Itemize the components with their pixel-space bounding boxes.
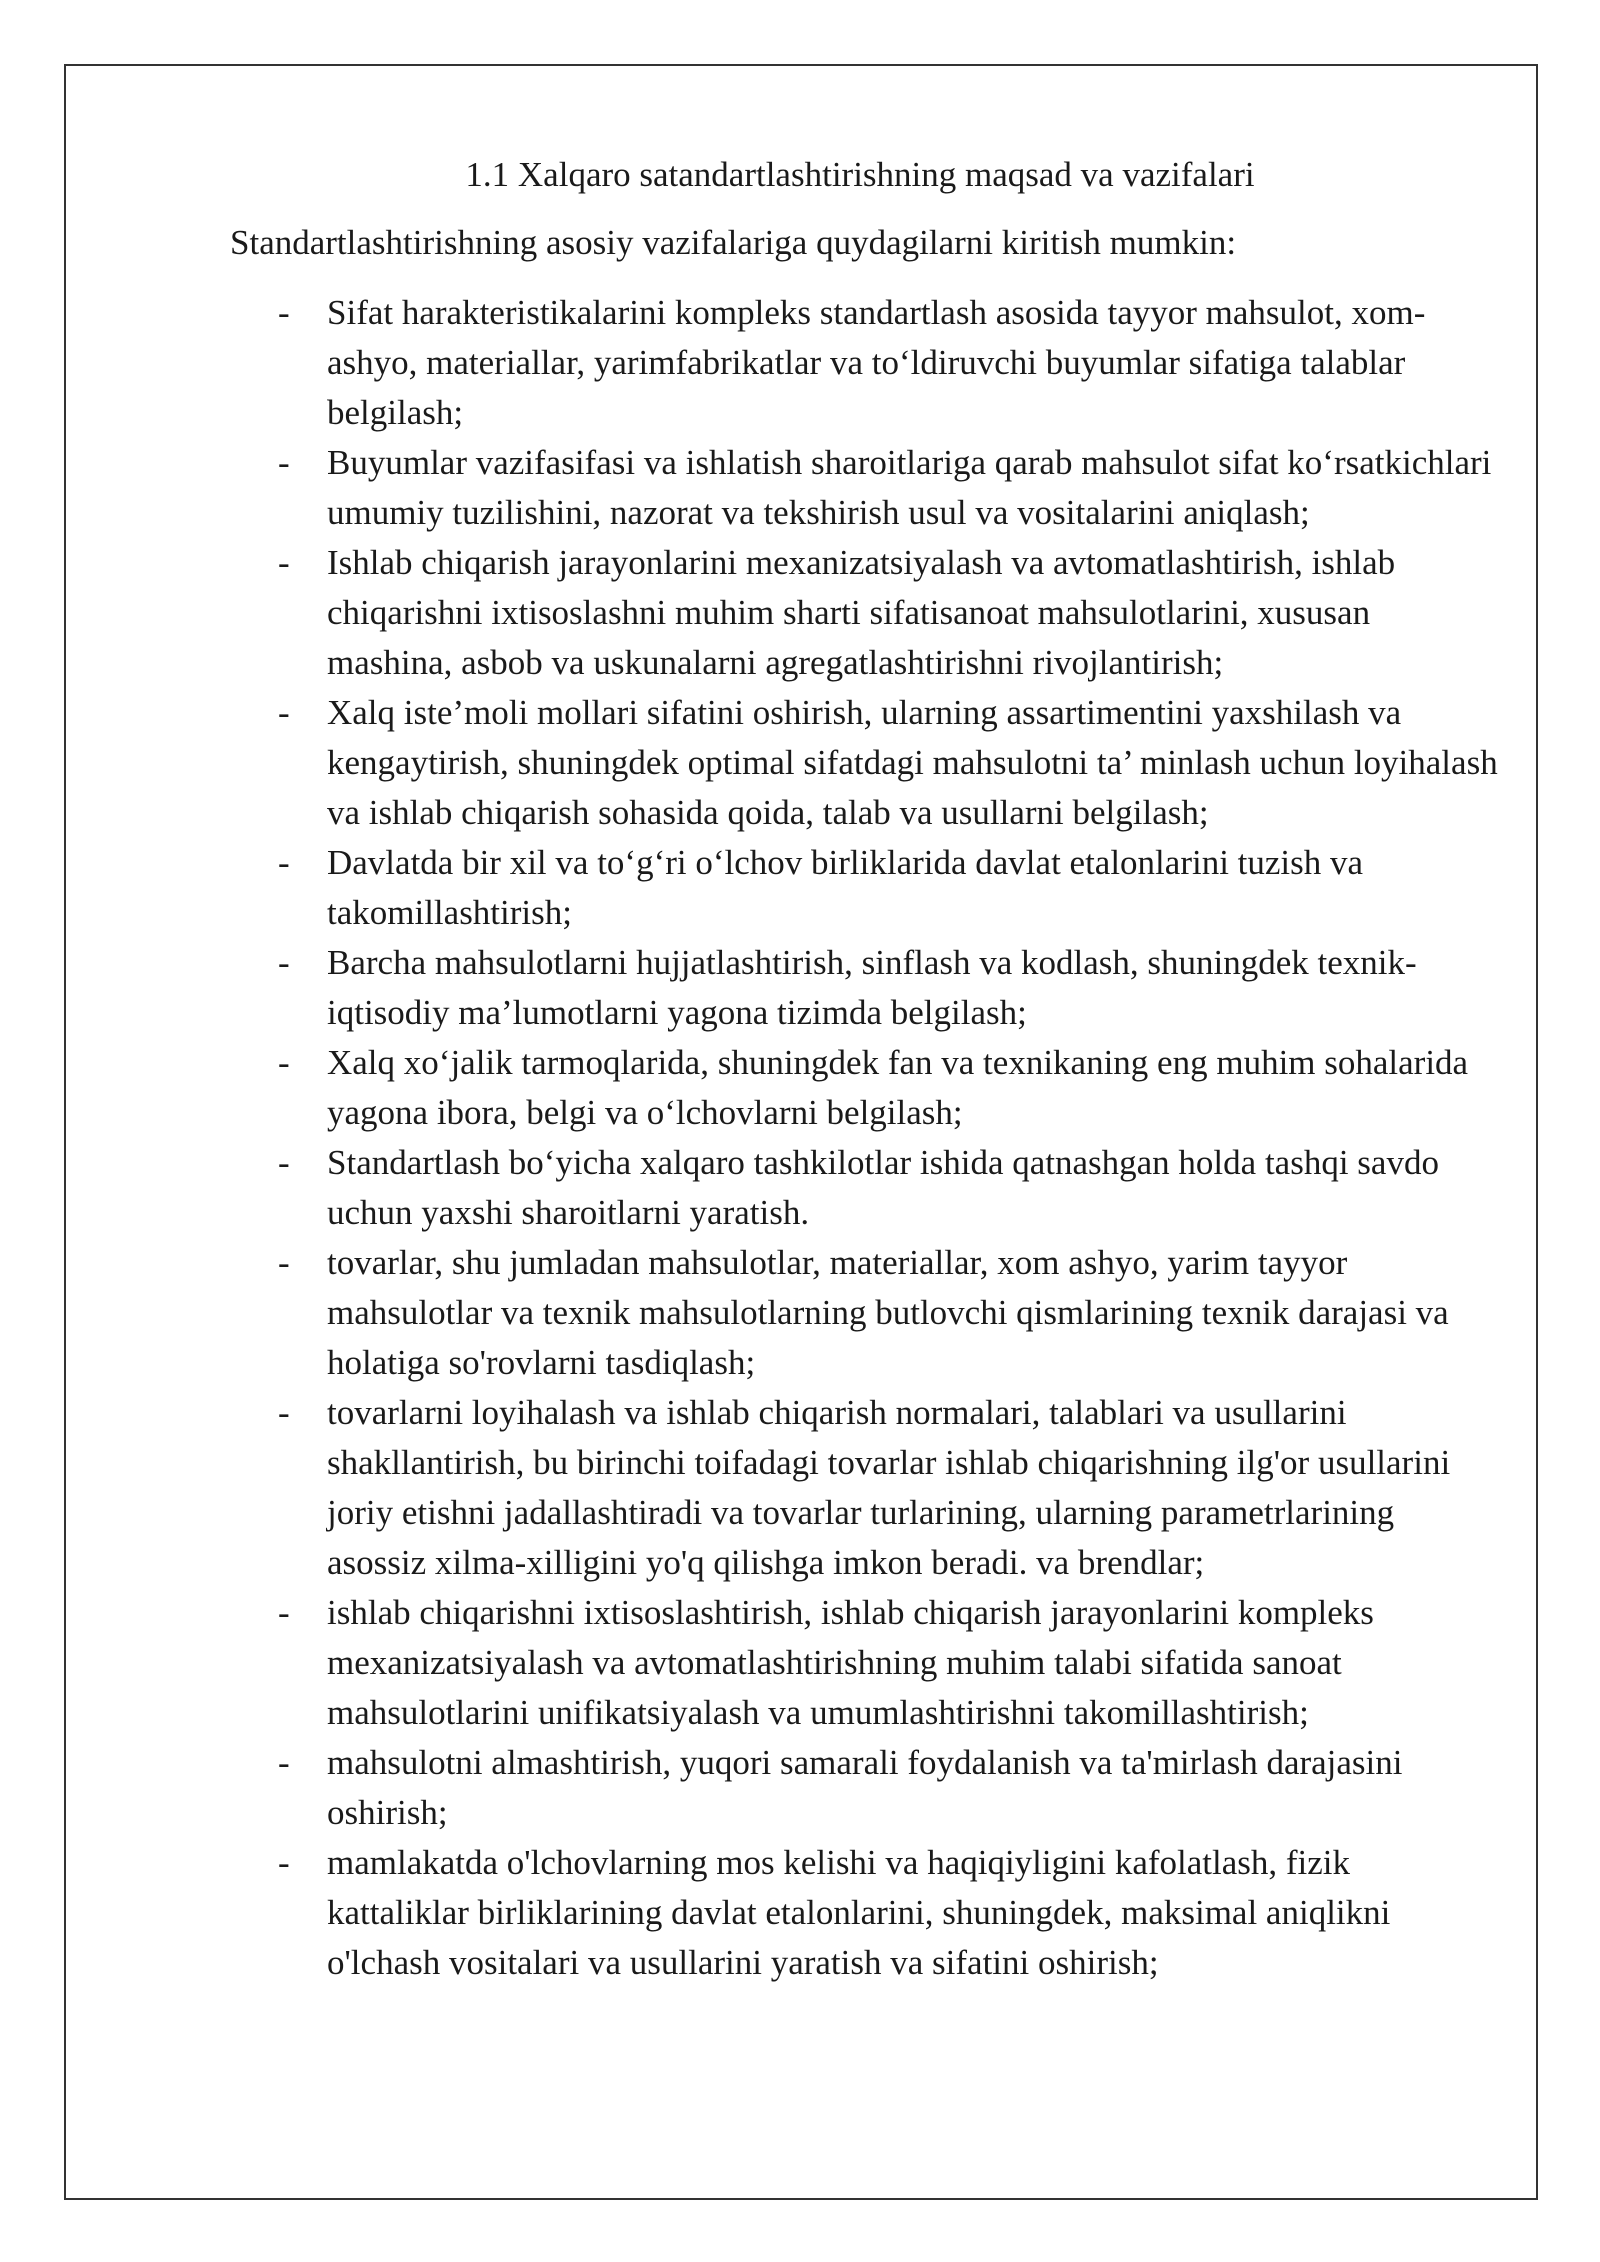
list-item	[230, 838, 1500, 938]
list-item-text: mamlakatda o'lchovlarning mos kelishi va haqiqiyligini kafolatlash, fizik kattaliklar birliklarining davlat etalonlarini, shuningdek, maksimal aniqlikni o'lchash vositalari va usullarini yaratish va sifatini oshirish;	[327, 1843, 1391, 1982]
list-item-text: Xalq xo‘jalik tarmoqlarida, shuningdek fan va texnikaning eng muhim sohalarida yagona ibora, belgi va o‘lchovlarni belgilash;	[327, 1043, 1469, 1132]
list-item-text: Ishlab chiqarish jarayonlarini mexanizatsiyalash va avtomatlashtirish, ishlab chiqarishni ixtisoslashni muhim sharti sifatisanoat mahsulotlarini, xususan mashina, asbob va uskunalarni agregatlashtirishni rivojlantirish;	[327, 543, 1396, 682]
task-list	[230, 288, 1500, 1988]
bullet-dash: -	[278, 693, 290, 732]
bullet-dash: -	[278, 943, 290, 982]
bullet-dash: -	[278, 1843, 290, 1882]
list-item	[230, 288, 1500, 438]
list-item-text: Sifat harakteristikalarini kompleks standartlash asosida tayyor mahsulot, xom-ashyo, materiallar, yarimfabrikatlar va to‘ldiruvchi buyumlar sifatiga talablar belgilash;	[327, 293, 1426, 432]
bullet-dash: -	[278, 1143, 290, 1182]
bullet-dash: -	[278, 1593, 290, 1632]
list-item-text: Barcha mahsulotlarni hujjatlashtirish, sinflash va kodlash, shuningdek texnik- iqtisodiy ma’lumotlarni yagona tizimda belgilash;	[327, 943, 1417, 1032]
list-item	[230, 438, 1500, 538]
list-item-text: Buyumlar vazifasifasi va ishlatish sharoitlariga qarab mahsulot sifat ko‘rsatkichlari umumiy tuzilishini, nazorat va tekshirish usul va vositalarini aniqlash;	[327, 443, 1492, 532]
section-heading: 1.1 Xalqaro satandartlashtirishning maqsad va vazifalari	[465, 155, 1255, 194]
list-item	[230, 1038, 1500, 1138]
list-item	[230, 938, 1500, 1038]
list-item	[230, 1238, 1500, 1388]
list-item	[230, 1138, 1500, 1238]
bullet-dash: -	[278, 1743, 290, 1782]
list-item	[230, 688, 1500, 838]
intro-paragraph: Standartlashtirishning asosiy vazifalariga quydagilarni kiritish mumkin:	[230, 223, 1237, 262]
list-item-text: mahsulotni almashtirish, yuqori samarali foydalanish va ta'mirlash darajasini oshirish;	[327, 1743, 1403, 1832]
list-item-text: ishlab chiqarishni ixtisoslashtirish, ishlab chiqarish jarayonlarini kompleks mexanizatsiyalash va avtomatlashtirishning muhim talabi sifatida sanoat mahsulotlarini unifikatsiyalash va umumlashtirishni takomillashtirish;	[327, 1593, 1374, 1732]
list-item	[230, 1588, 1500, 1738]
list-item-text: Standartlash bo‘yicha xalqaro tashkilotlar ishida qatnashgan holda tashqi savdo uchun yaxshi sharoitlarni yaratish.	[327, 1143, 1439, 1232]
bullet-dash: -	[278, 843, 290, 882]
bullet-dash: -	[278, 443, 290, 482]
document-body	[230, 150, 1500, 1988]
list-item-text: tovarlar, shu jumladan mahsulotlar, materiallar, xom ashyo, yarim tayyor mahsulotlar va texnik mahsulotlarning butlovchi qismlarining texnik darajasi va holatiga so'rovlarni tasdiqlash;	[327, 1243, 1449, 1382]
bullet-dash: -	[278, 1043, 290, 1082]
list-item-text: tovarlarni loyihalash va ishlab chiqarish normalari, talablari va usullarini shakllantirish, bu birinchi toifadagi tovarlar ishlab chiqarishning ilg'or usullarini joriy etishni jadallashtiradi va tovarlar turlarining, ularning parametrlarining asossiz xilma-xilligini yo'q qilishga imkon beradi. va brendlar;	[327, 1393, 1451, 1582]
list-item-text: Davlatda bir xil va to‘g‘ri o‘lchov birliklarida davlat etalonlarini tuzish va takomillashtirish;	[327, 843, 1364, 932]
list-item	[230, 538, 1500, 688]
bullet-dash: -	[278, 1243, 290, 1282]
list-item	[230, 1838, 1500, 1988]
list-item	[230, 1388, 1500, 1588]
list-item-text: Xalq iste’moli mollari sifatini oshirish, ularning assartimentini yaxshilash va kengaytirish, shuningdek optimal sifatdagi mahsulotni ta’ minlash uchun loyihalash va ishlab chiqarish sohasida qoida, talab va usullarni belgilash;	[327, 693, 1498, 832]
bullet-dash: -	[278, 543, 290, 582]
list-item	[230, 1738, 1500, 1838]
bullet-dash: -	[278, 293, 290, 332]
bullet-dash: -	[278, 1393, 290, 1432]
